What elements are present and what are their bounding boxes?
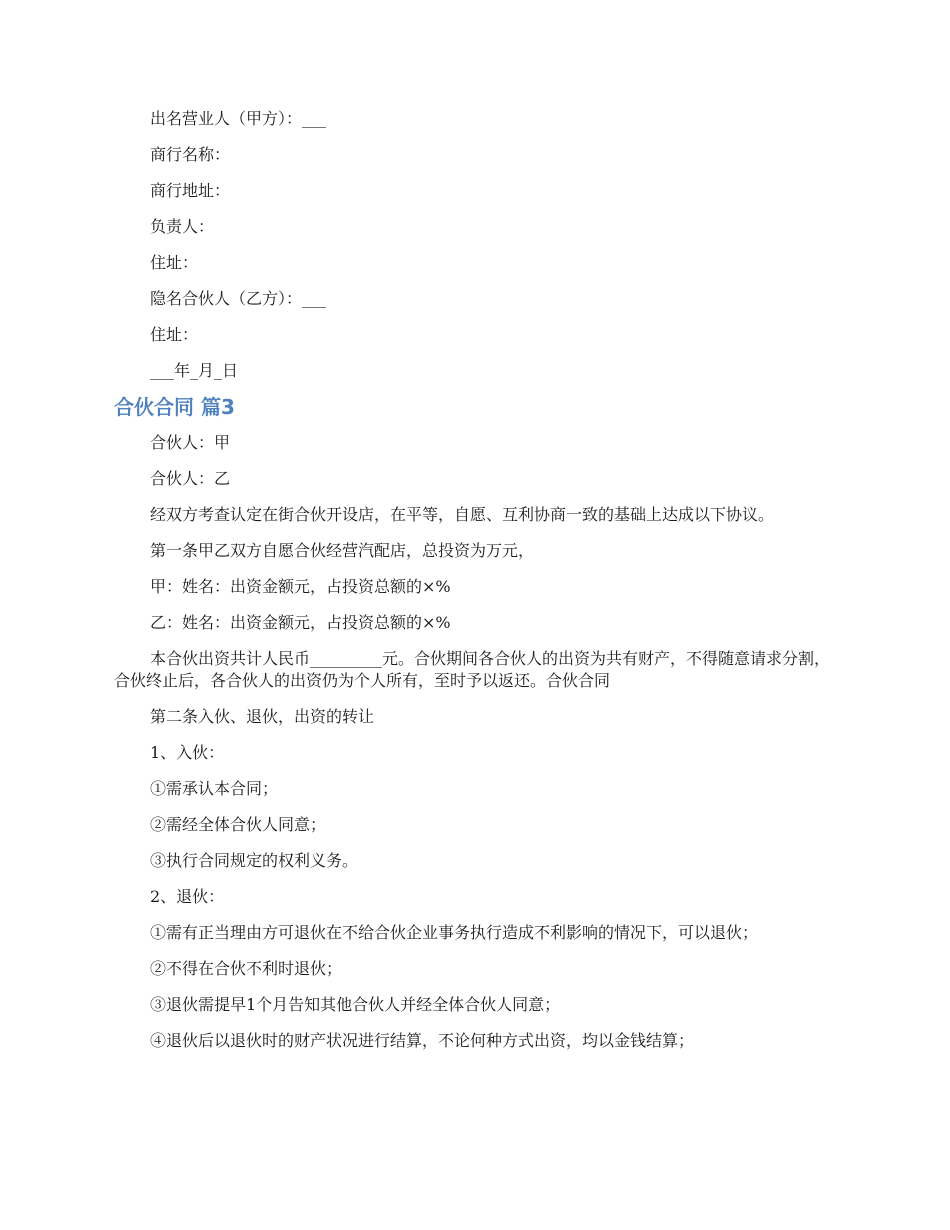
- list-item: ③执行合同规定的权利义务。: [150, 851, 359, 870]
- list-item: ①需承认本合同；: [150, 779, 279, 798]
- address-line: 住址：: [150, 253, 199, 272]
- party-b-investment-line: 乙：姓名：出资金额元，占投资总额的×%: [150, 613, 451, 632]
- shop-name-line: 商行名称：: [150, 145, 231, 164]
- party-b-line: 隐名合伙人（乙方）：___: [150, 289, 327, 308]
- list-item: ①需有正当理由方可退伙在不给合伙企业事务执行造成不利影响的情况下，可以退伙；: [150, 923, 759, 942]
- document-body: [114, 108, 840, 1066]
- address-line: 住址：: [150, 325, 199, 344]
- partner-b-line: 合伙人：乙: [150, 469, 231, 488]
- withdraw-subheading: 2、退伙：: [150, 887, 225, 906]
- join-subheading: 1、入伙：: [150, 743, 225, 762]
- article-two-line: 第二条入伙、退伙，出资的转让: [150, 707, 375, 726]
- agreement-intro-paragraph: 经双方考查认定在街合伙开设店，在平等，自愿、互利协商一致的基础上达成以下协议。: [150, 505, 775, 524]
- list-item: ②不得在合伙不利时退伙；: [150, 959, 343, 978]
- total-investment-paragraph: 本合伙出资共计人民币_________元。合伙期间各合伙人的出资为共有财产，不得随意请求分割，合伙终止后，各合伙人的出资仍为个人所有，至时予以返还。合伙合同: [114, 649, 831, 690]
- section-heading: 合伙合同 篇3: [114, 395, 235, 419]
- party-a-investment-line: 甲：姓名：出资金额元，占投资总额的×%: [150, 577, 451, 596]
- party-a-line: 出名营业人（甲方）：___: [150, 109, 327, 128]
- list-item: ④退伙后以退伙时的财产状况进行结算，不论何种方式出资，均以金钱结算；: [150, 1031, 695, 1050]
- partner-a-line: 合伙人：甲: [150, 433, 231, 452]
- shop-address-line: 商行地址：: [150, 181, 231, 200]
- list-item: ③退伙需提早1个月告知其他合伙人并经全体合伙人同意；: [150, 995, 561, 1014]
- responsible-person-line: 负责人：: [150, 217, 215, 236]
- article-one-line: 第一条甲乙双方自愿合伙经营汽配店，总投资为万元，: [150, 541, 535, 560]
- list-item: ②需经全体合伙人同意；: [150, 815, 327, 834]
- date-line: ___年_月_日: [150, 361, 239, 380]
